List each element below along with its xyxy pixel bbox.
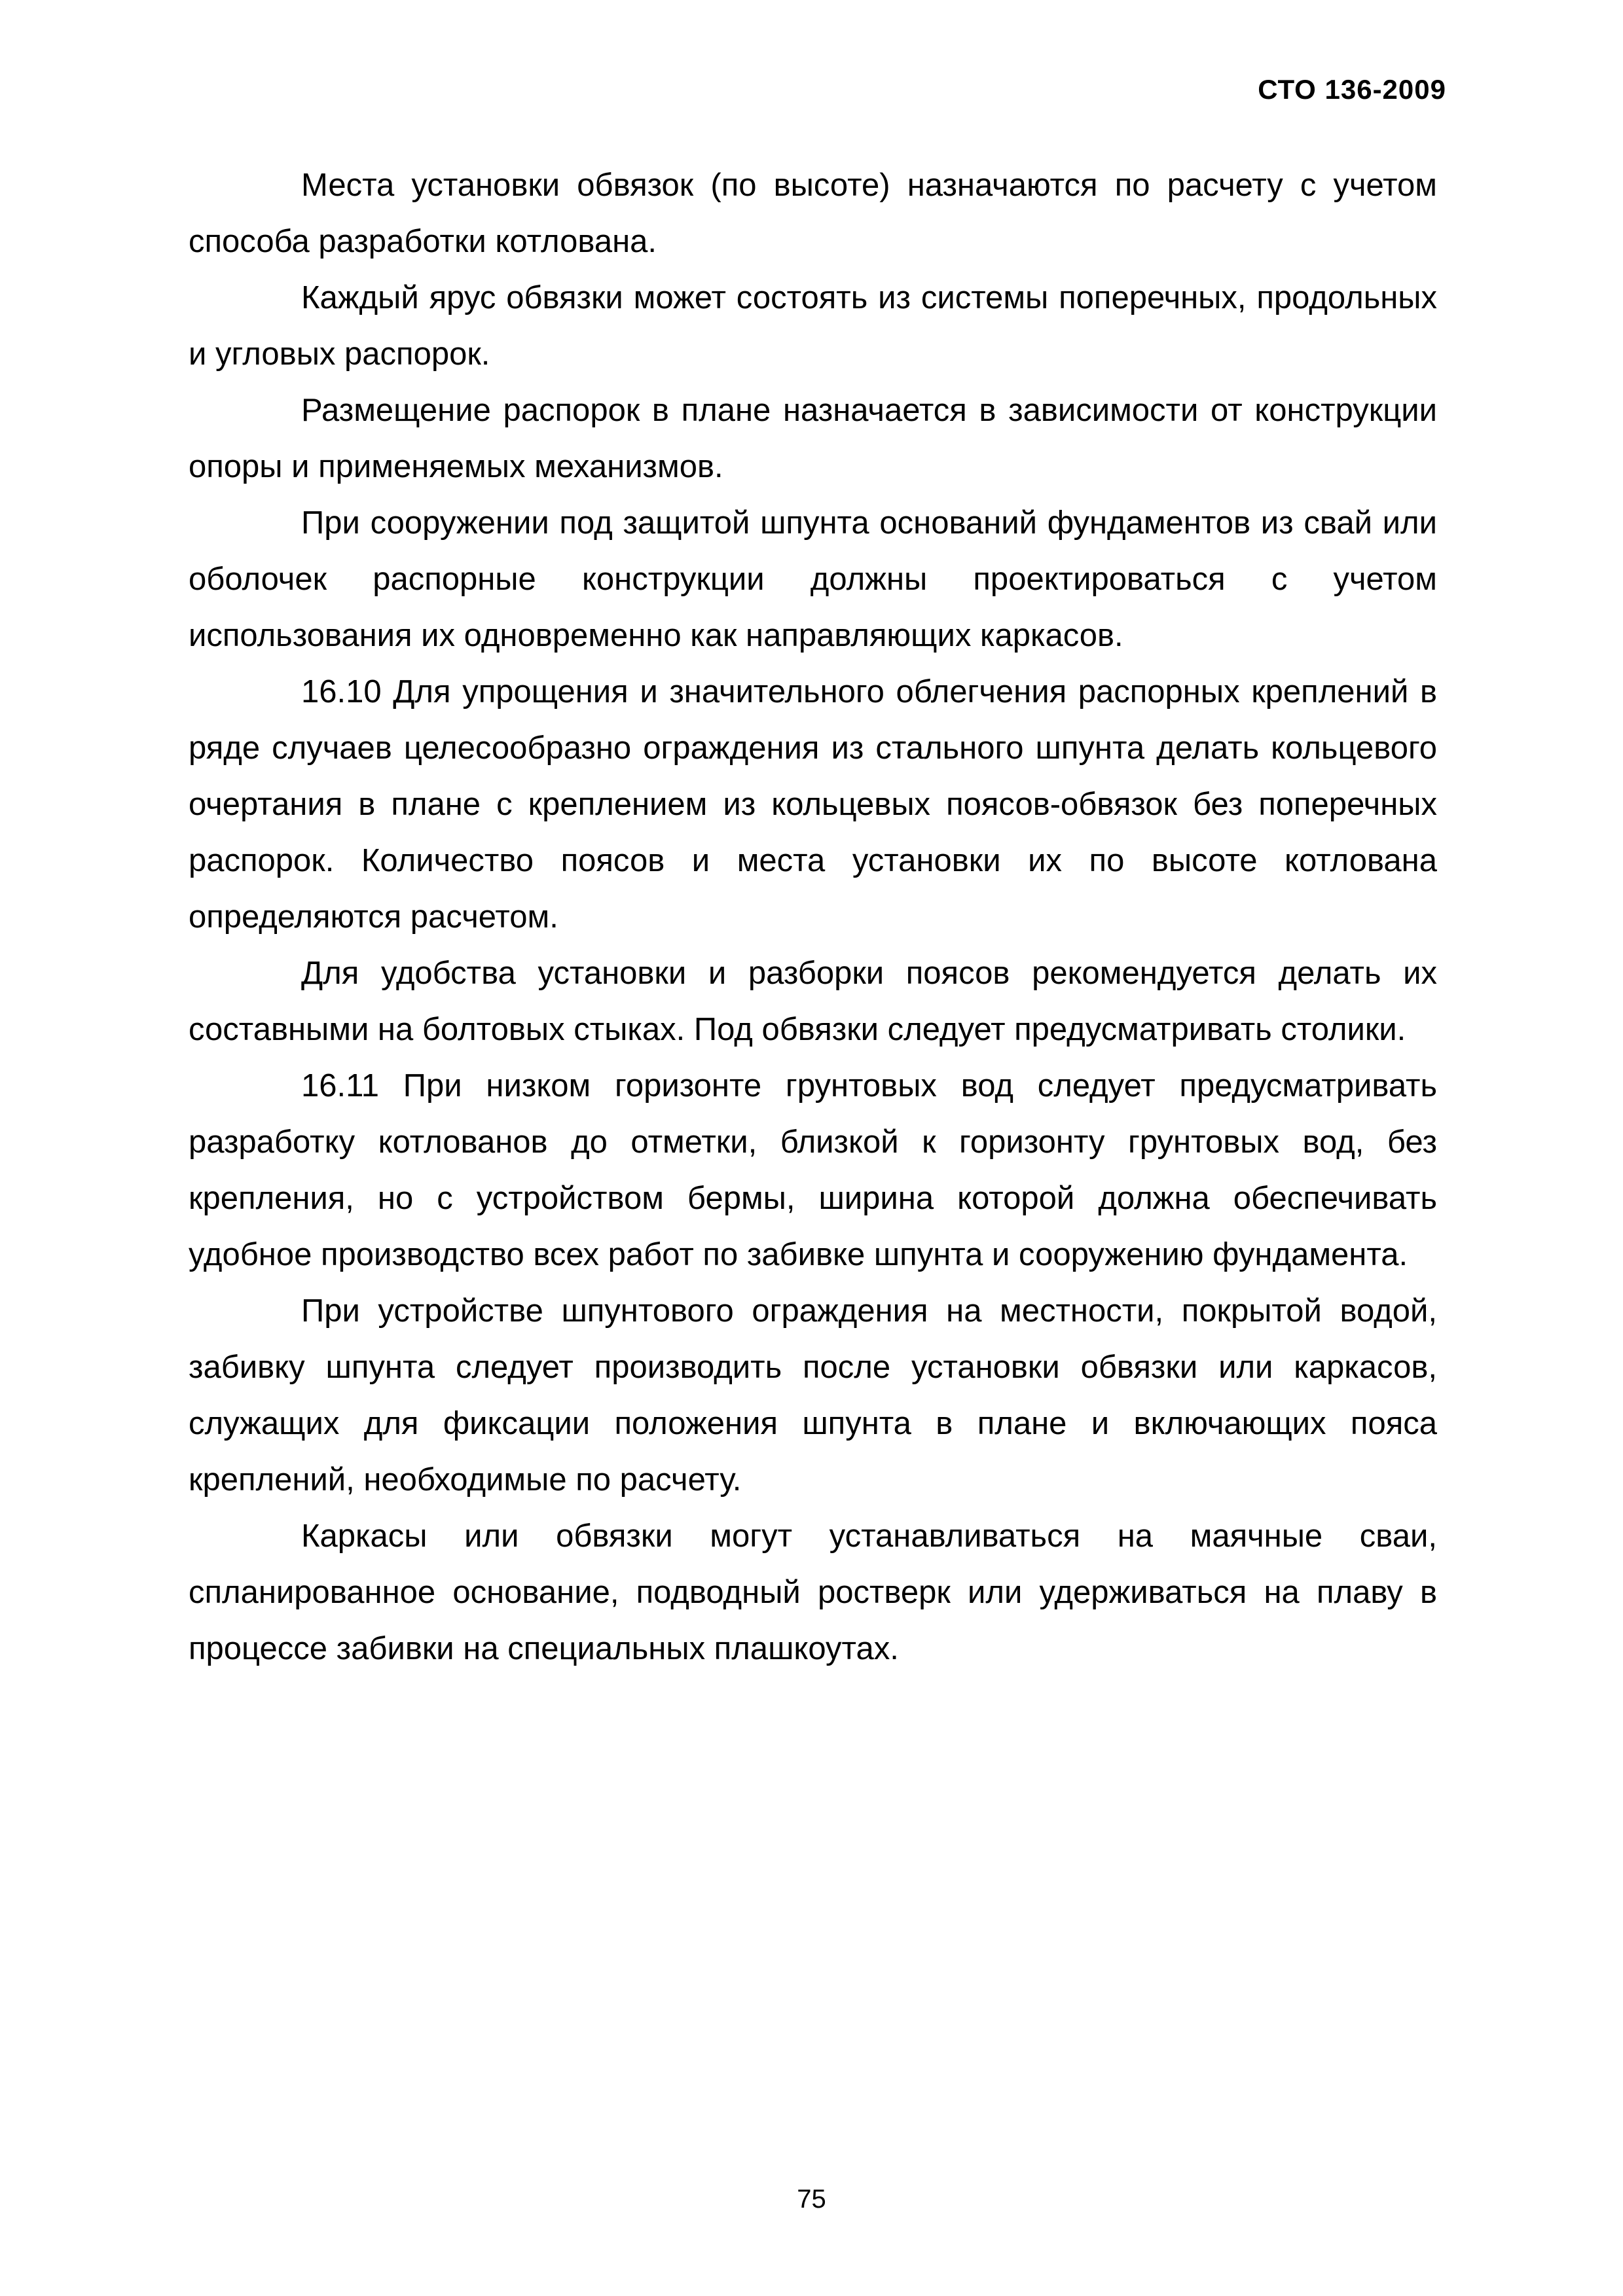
- paragraph: Места установки обвязок (по высоте) назначаются по расчету с учетом способа разработки котлована.: [189, 168, 1437, 259]
- paragraph: Каждый ярус обвязки может состоять из системы поперечных, продольных и угловых распорок.: [189, 280, 1437, 372]
- page-number: 75: [797, 2185, 826, 2214]
- paragraph: Для удобства установки и разборки поясов рекомендуется делать их составными на болтовых стыках. Под обвязки следует предусматривать столики.: [189, 956, 1437, 1047]
- paragraph: 16.10 Для упрощения и значительного облегчения распорных креплений в ряде случаев целесообразно ограждения из стального шпунта делать кольцевого очертания в плане с креплением из кольцевых поясов-обвязок без поперечных распорок. Количество поясов и места установки их по высоте котлована определяются расчетом.: [189, 674, 1437, 935]
- paragraph: Каркасы или обвязки могут устанавливаться на маячные сваи, спланированное основание, подводный ростверк или удерживаться на плаву в процессе забивки на специальных плашкоутах.: [189, 1518, 1437, 1666]
- paragraph: При сооружении под защитой шпунта оснований фундаментов из свай или оболочек распорные конструкции должны проектироваться с учетом использования их одновременно как направляющих каркасов.: [189, 505, 1437, 653]
- body-text: [189, 157, 1437, 1677]
- paragraph: 16.11 При низком горизонте грунтовых вод следует предусматривать разработку котлованов до отметки, близкой к горизонту грунтовых вод, без крепления, но с устройством бермы, ширина которой должна обеспечивать удобное производство всех работ по забивке шпунта и сооружению фундамента.: [189, 1068, 1437, 1272]
- document-code: СТО 136-2009: [1258, 74, 1446, 105]
- paragraph: Размещение распорок в плане назначается в зависимости от конструкции опоры и применяемых механизмов.: [189, 393, 1437, 484]
- paragraph: При устройстве шпунтового ограждения на местности, покрытой водой, забивку шпунта следует производить после установки обвязки или каркасов, служащих для фиксации положения шпунта в плане и включающих пояса креплений, необходимые по расчету.: [189, 1293, 1437, 1498]
